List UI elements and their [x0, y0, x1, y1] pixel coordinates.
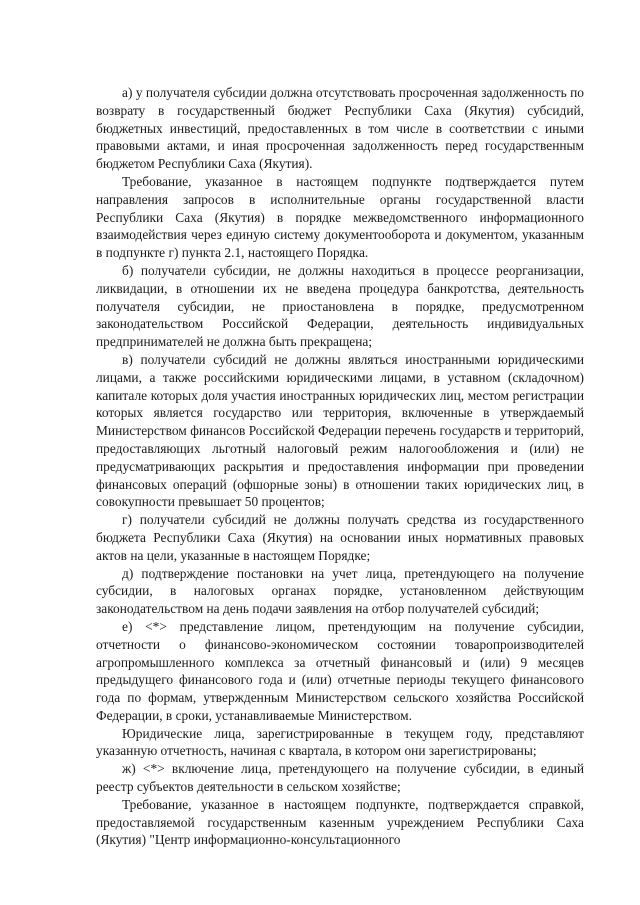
- paragraph-a-requirement: Требование, указанное в настоящем подпункте подтверждается путем направления запросов в исполнительные органы государственной власти Республики Саха (Якутия) в порядке межведомственного информационного взаимодействия через единую систему документооборота и документом, указанным в подпункте г) пункта 2.1, настоящего Порядка.: [96, 173, 584, 261]
- paragraph-v: в) получатели субсидий не должны являться иностранными юридическими лицами, а также российскими юридическими лицами, в уставном (складочном) капитале которых доля участия иностранных юридических лиц, местом регистрации которых является государство или территория, включенные в утверждаемый Министерством финансов Российской Федерации перечень государств и территорий, предоставляющих льготный налоговый режим налогообложения и (или) не предусматривающих раскрытия и предоставления информации при проведении финансовых операций (офшорные зоны) в отношении таких юридических лиц, в совокупности превышает 50 процентов;: [96, 351, 584, 510]
- paragraph-b: б) получатели субсидии, не должны находиться в процессе реорганизации, ликвидации, в отношении их не введена процедура банкротства, деятельность получателя субсидии, не приостановлена в порядке, предусмотренном законодательством Российской Федерации, деятельность индивидуальных предпринимателей не должна быть прекращена;: [96, 262, 584, 350]
- paragraph-g: г) получатели субсидий не должны получать средства из государственного бюджета Республики Саха (Якутия) на основании иных нормативных правовых актов на цели, указанные в настоящем Порядке;: [96, 512, 584, 563]
- paragraph-a: а) у получателя субсидии должна отсутствовать просроченная задолженность по возврату в государственный бюджет Республики Саха (Якутия) субсидий, бюджетных инвестиций, предоставленных в том числе в соответствии с иными правовыми актами, и иная просроченная задолженность перед государственным бюджетом Республики Саха (Якутия).: [96, 85, 584, 172]
- paragraph-d: д) подтверждение постановки на учет лица, претендующего на получение субсидии, в налоговых органах порядке, установленном действующим законодательством на день подачи заявления на отбор получателей субсидий;: [96, 565, 584, 617]
- paragraph-zh-requirement: Требование, указанное в настоящем подпункте, подтверждается справкой, предоставляемой государственным казенным учреждением Республики Саха (Якутия) "Центр информационно-консультационного: [96, 796, 584, 848]
- paragraph-zh: ж) <*> включение лица, претендующего на получение субсидии, в единый реестр субъектов деятельности в сельском хозяйстве;: [96, 761, 584, 795]
- document-body: [96, 84, 584, 849]
- paragraph-e-note: Юридические лица, зарегистрированные в текущем году, представляют указанную отчетность, начиная с квартала, в котором они зарегистрированы;: [96, 725, 584, 759]
- paragraph-e: е) <*> представление лицом, претендующим на получение субсидии, отчетности о финансово-экономическом состоянии товаропроизводителей агропромышленного комплекса за отчетный финансовый и (или) 9 месяцев предыдущего финансового года и (или) отчетные периоды текущего финансового года по формам, утвержденным Министерством сельского хозяйства Российской Федерации, в сроки, устанавливаемые Министерством.: [96, 618, 584, 723]
